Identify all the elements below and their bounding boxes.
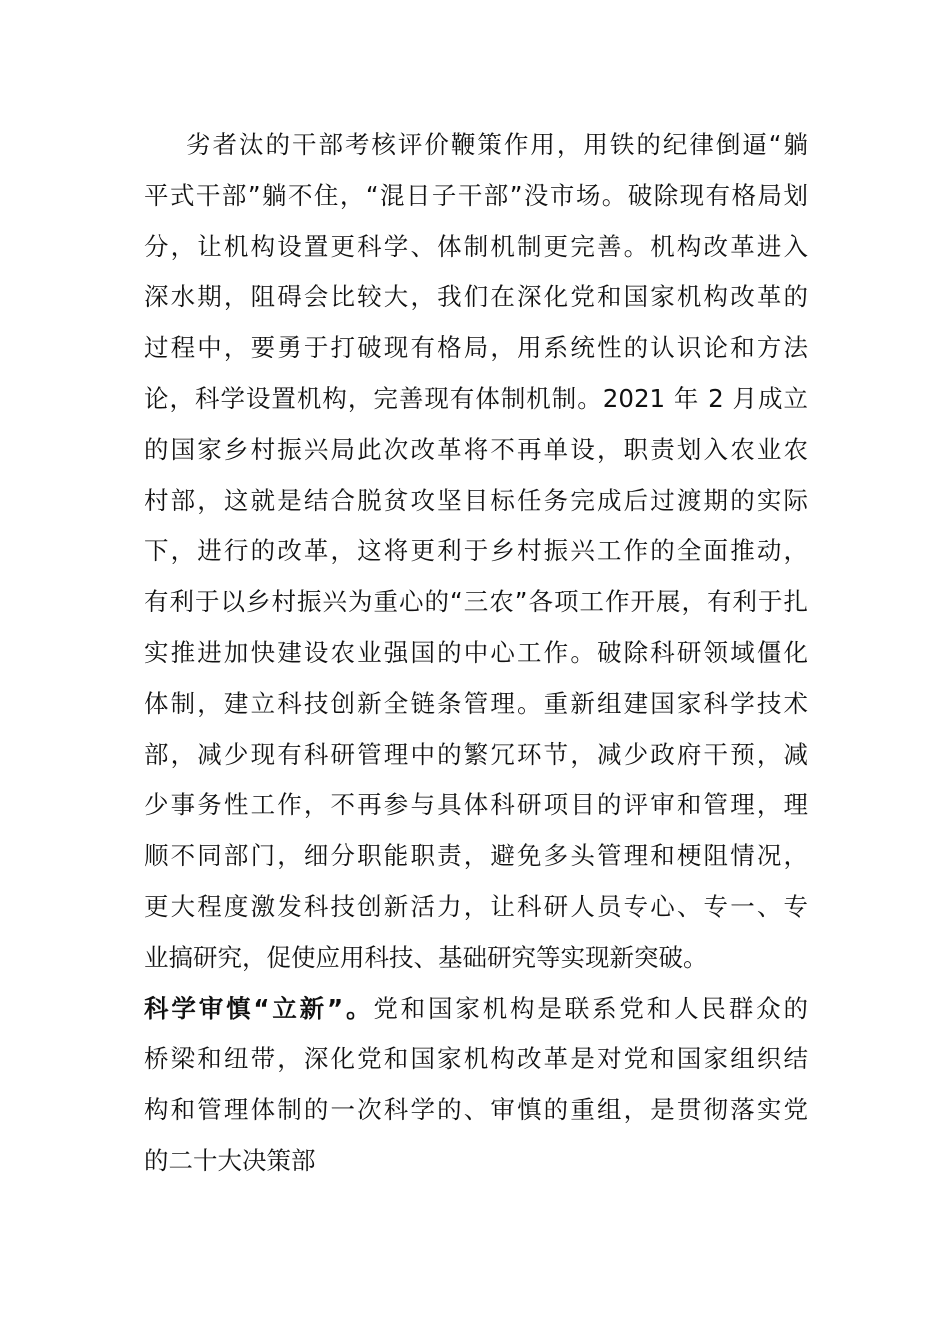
text-line-with-heading	[144, 984, 808, 1035]
text-line: 顺不同部门，细分职能职责，避免多头管理和梗阻情况，	[144, 841, 808, 871]
text-line: 实推进加快建设农业强国的中心工作。破除科研领域僵化	[144, 637, 808, 667]
text-line: 部，减少现有科研管理中的繁冗环节，减少政府干预，减	[144, 739, 808, 769]
text-line: 平式干部”躺不住，“混日子干部”没市场。破除现有格局划	[144, 180, 808, 210]
body-text	[144, 120, 808, 1187]
text-line: 桥梁和纽带，深化党和国家机构改革是对党和国家组织结	[144, 1044, 808, 1074]
text-line: 论，科学设置机构，完善现有体制机制。2021 年 2 月成立	[144, 383, 808, 413]
text-line: 劣者汰的干部考核评价鞭策作用，用铁的纪律倒逼“躺	[186, 130, 808, 159]
text-line: 更大程度激发科技创新活力，让科研人员专心、专一、专	[144, 891, 808, 921]
text-line: 有利于以乡村振兴为重心的“三农”各项工作开展，有利于扎	[144, 587, 808, 617]
heading-line-text: 党和国家机构是联系党和人民群众的	[373, 993, 808, 1023]
paragraph-1	[144, 120, 808, 984]
text-line: 下，进行的改革，这将更利于乡村振兴工作的全面推动，	[144, 536, 808, 566]
text-line: 构和管理体制的一次科学的、审慎的重组，是贯彻落实党	[144, 1095, 808, 1125]
text-line: 分，让机构设置更科学、体制机制更完善。机构改革进入	[144, 231, 808, 261]
text-line: 体制，建立科技创新全链条管理。重新组建国家科学技术	[144, 688, 808, 718]
section-heading: 科学审慎“立新”。	[144, 993, 374, 1023]
text-line: 深水期，阻碍会比较大，我们在深化党和国家机构改革的	[144, 282, 808, 312]
text-line: 业搞研究，促使应用科技、基础研究等实现新突破。	[144, 942, 708, 972]
text-line: 的二十大决策部	[144, 1145, 316, 1175]
text-line: 少事务性工作，不再参与具体科研项目的评审和管理，理	[144, 790, 808, 820]
paragraph-2	[144, 984, 808, 1187]
text-line: 的国家乡村振兴局此次改革将不再单设，职责划入农业农	[144, 434, 808, 464]
text-line: 过程中，要勇于打破现有格局，用系统性的认识论和方法	[144, 333, 808, 363]
text-line: 村部，这就是结合脱贫攻坚目标任务完成后过渡期的实际	[144, 485, 808, 515]
